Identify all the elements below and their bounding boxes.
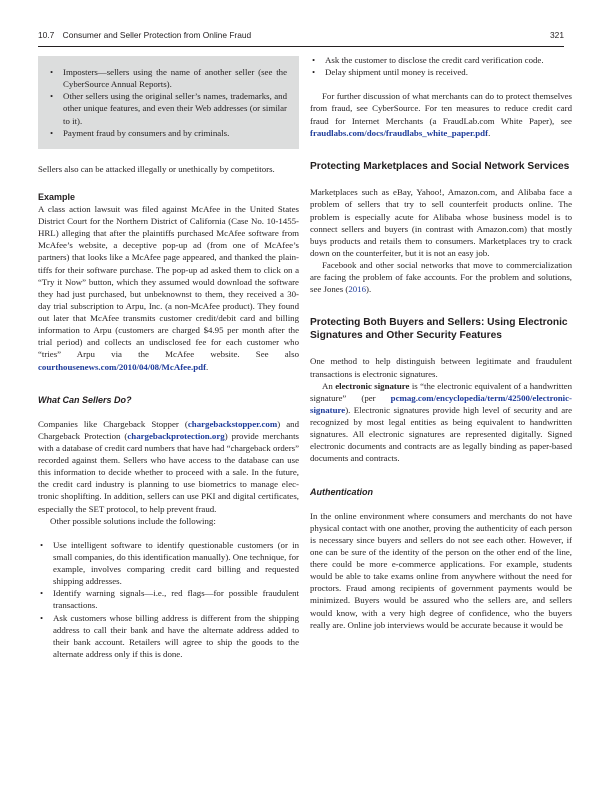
signatures-intro-paragraph: One method to help distinguish between legitimate and fraudulent transactions is electronic signatures. bbox=[310, 356, 572, 379]
list-item: • Identify warning signals—i.e., red flags—for possible fraudulent transactions. bbox=[40, 588, 299, 611]
right-column bbox=[310, 54, 572, 631]
pcmag-link[interactable]: pcmag.com/encyclopedia/term/42500/electronic-signature bbox=[310, 392, 572, 415]
electronic-signature-term: electronic signature bbox=[335, 380, 410, 391]
fraud-types-list bbox=[48, 66, 287, 139]
list-item: • Payment fraud by consumers and by criminals. bbox=[50, 127, 230, 138]
jones-citation[interactable]: 2016 bbox=[348, 284, 366, 295]
paragraph-attack: Sellers also can be attacked illegally or unethically by competitors. bbox=[38, 163, 275, 174]
authentication-heading: Authentication bbox=[310, 486, 373, 497]
section-heading-marketplaces: Protecting Marketplaces and Social Network Services bbox=[310, 160, 570, 172]
bullet-icon: • bbox=[312, 67, 316, 78]
bullet-icon: • bbox=[40, 588, 44, 599]
what-can-sellers-do-heading: What Can Sellers Do? bbox=[38, 394, 132, 405]
example-paragraph: A class action lawsuit was filed against McAfee in the United States District Court for the Northern District of California (Case No. 10-1455-HRL) alleging that after the plaintiffs purchased McAfee software from McAfee’s website, a deceptive pop-up ad (from one of McAfee’s partners) that looks like a McAfee page appeared, and thanked the plaintiffs for their software purchase. The pop-up ad asked them to click on a “Try it Now” button, which they assumed would download the software they had just purchased, but unbeknownst to them, they received a 30-day trial subscription to Arpu, Inc. (a non-McAfee product). They found out later that McAfee transmits customer credit/debit card and billing information to Arpu (customers are charged $4.95 per month after the trial period) and collects an undisclosed fee for each customer who “tries” Arpu via the McAfee website. See also courthousenews.com/2010/04/08/McAfee.pdf. bbox=[38, 203, 299, 372]
other-solutions-paragraph: Other possible solutions include the following: bbox=[50, 515, 216, 526]
running-header-section: 10.7 Consumer and Seller Protection from Online Fraud bbox=[38, 30, 252, 40]
list-item: • Delay shipment until money is received. bbox=[312, 67, 468, 78]
page-number: 321 bbox=[550, 30, 564, 40]
authentication-paragraph: In the online environment where consumers and merchants do not have physical contact with one another, proving the authenticity of each person is necessary since buyers and sellers do not see each other. However, if one can be sure of the identity of the person on the other end of the line, there could be more e-commerce applications. For example, students would be able to take exams online from anywhere without the need for proctors. Fraud among recipients of government payments would be minimized. Buyers would be assured who the sellers are, and sellers would know, with a very high degree of confidence, who the buyers really are. Online job interviews would be accurate because it would be bbox=[310, 510, 572, 630]
social-networks-paragraph: Facebook and other social networks that move to commercialization are facing the problem of fake accounts. For the problem and solutions, see Jones (2016). bbox=[310, 260, 572, 295]
header-rule bbox=[38, 46, 564, 47]
list-item: • Use intelligent software to identify questionable customers (or in small companies, do this identification manually). One technique, for example, involves comparing credit card billing and requested shipping addresses. bbox=[40, 539, 299, 587]
signatures-definition-paragraph: An electronic signature is “the electronic equivalent of a handwritten signature” (per pcmag.com/encyclopedia/term/42500/electronic-signature). Electronic signatures provide high level of security and are recognized by most legal entities as being equivalent to handwritten signatures. All electronic signatures are represented digitally. Signed electronic documents and contracts are as legally binding as paper-based documents and contracts. bbox=[310, 380, 572, 464]
bullet-icon: • bbox=[50, 127, 54, 138]
bullet-icon: • bbox=[312, 55, 316, 65]
section-heading-signatures: Protecting Both Buyers and Sellers: Using Electronic Signatures and Other Security Features bbox=[310, 317, 568, 341]
bullet-icon: • bbox=[50, 67, 54, 77]
further-discussion-paragraph: For further discussion of what merchants can do to protect themselves from fraud, see CyberSource. For ten measures to reduce credit card fraud for Internet Merchants (a FraudLab.com White Paper), see fraudlabs.com/docs/fraudlabs_white_paper.pdf. bbox=[310, 91, 572, 138]
running-header bbox=[38, 30, 564, 44]
courthousenews-link[interactable]: courthousenews.com/2010/04/08/McAfee.pdf bbox=[38, 361, 207, 372]
list-item: • Ask the customer to disclose the credit card verification code. bbox=[312, 55, 544, 65]
chargebackprotection-link[interactable]: chargebackprotection.org bbox=[127, 430, 225, 441]
marketplaces-paragraph: Marketplaces such as eBay, Yahoo!, Amazon.com, and Alibaba face a problem of sellers that try to sell counterfeit products online. The problem is especially acute for Alibaba whose business model is to connect sellers and buyers (in contrast with Amazon.com) that mostly buys products and retails them to consumers. Marketplaces try to crack down on the counterfeiter, but it is not an easy job. bbox=[310, 187, 572, 258]
merchant-measures-list bbox=[310, 54, 572, 78]
solutions-list bbox=[38, 539, 299, 660]
bullet-icon: • bbox=[40, 539, 44, 550]
chargebackstopper-link[interactable]: chargebackstopper.com bbox=[187, 418, 278, 429]
companies-paragraph: Companies like Chargeback Stopper (chargebackstopper.com) and Chargeback Protection (chargebackprotection.org) provide merchants with a database of credit card numbers that have had “chargeback orders” recorded against them. Sellers who have access to the database can use this information to decide whether to proceed with a sale. In the future, the credit card industry is planning to use biometrics to manage electronic shoplifting. In addition, sellers can use PKI and digital certificates, especially the SET protocol, to help prevent fraud. bbox=[38, 418, 299, 514]
left-column bbox=[38, 54, 299, 660]
list-item: • Ask customers whose billing address is different from the shipping address to call their bank and have the alternate address added to their bank account. Retailers will agree to ship the goods to the alternate address only if this is done. bbox=[40, 612, 299, 659]
list-item: • Other sellers using the original seller’s names, trademarks, and other unique features, and even their Web addresses (or similar to it). bbox=[50, 91, 287, 126]
fraudlabs-link[interactable]: fraudlabs.com/docs/fraudlabs_white_paper.pdf bbox=[310, 127, 489, 138]
example-heading: Example bbox=[38, 191, 76, 202]
bullet-icon: • bbox=[40, 612, 44, 623]
list-item: • Imposters—sellers using the name of another seller (see the CyberSource Annual Reports). bbox=[50, 67, 287, 90]
fraud-types-box bbox=[38, 56, 299, 149]
bullet-icon: • bbox=[50, 91, 54, 102]
